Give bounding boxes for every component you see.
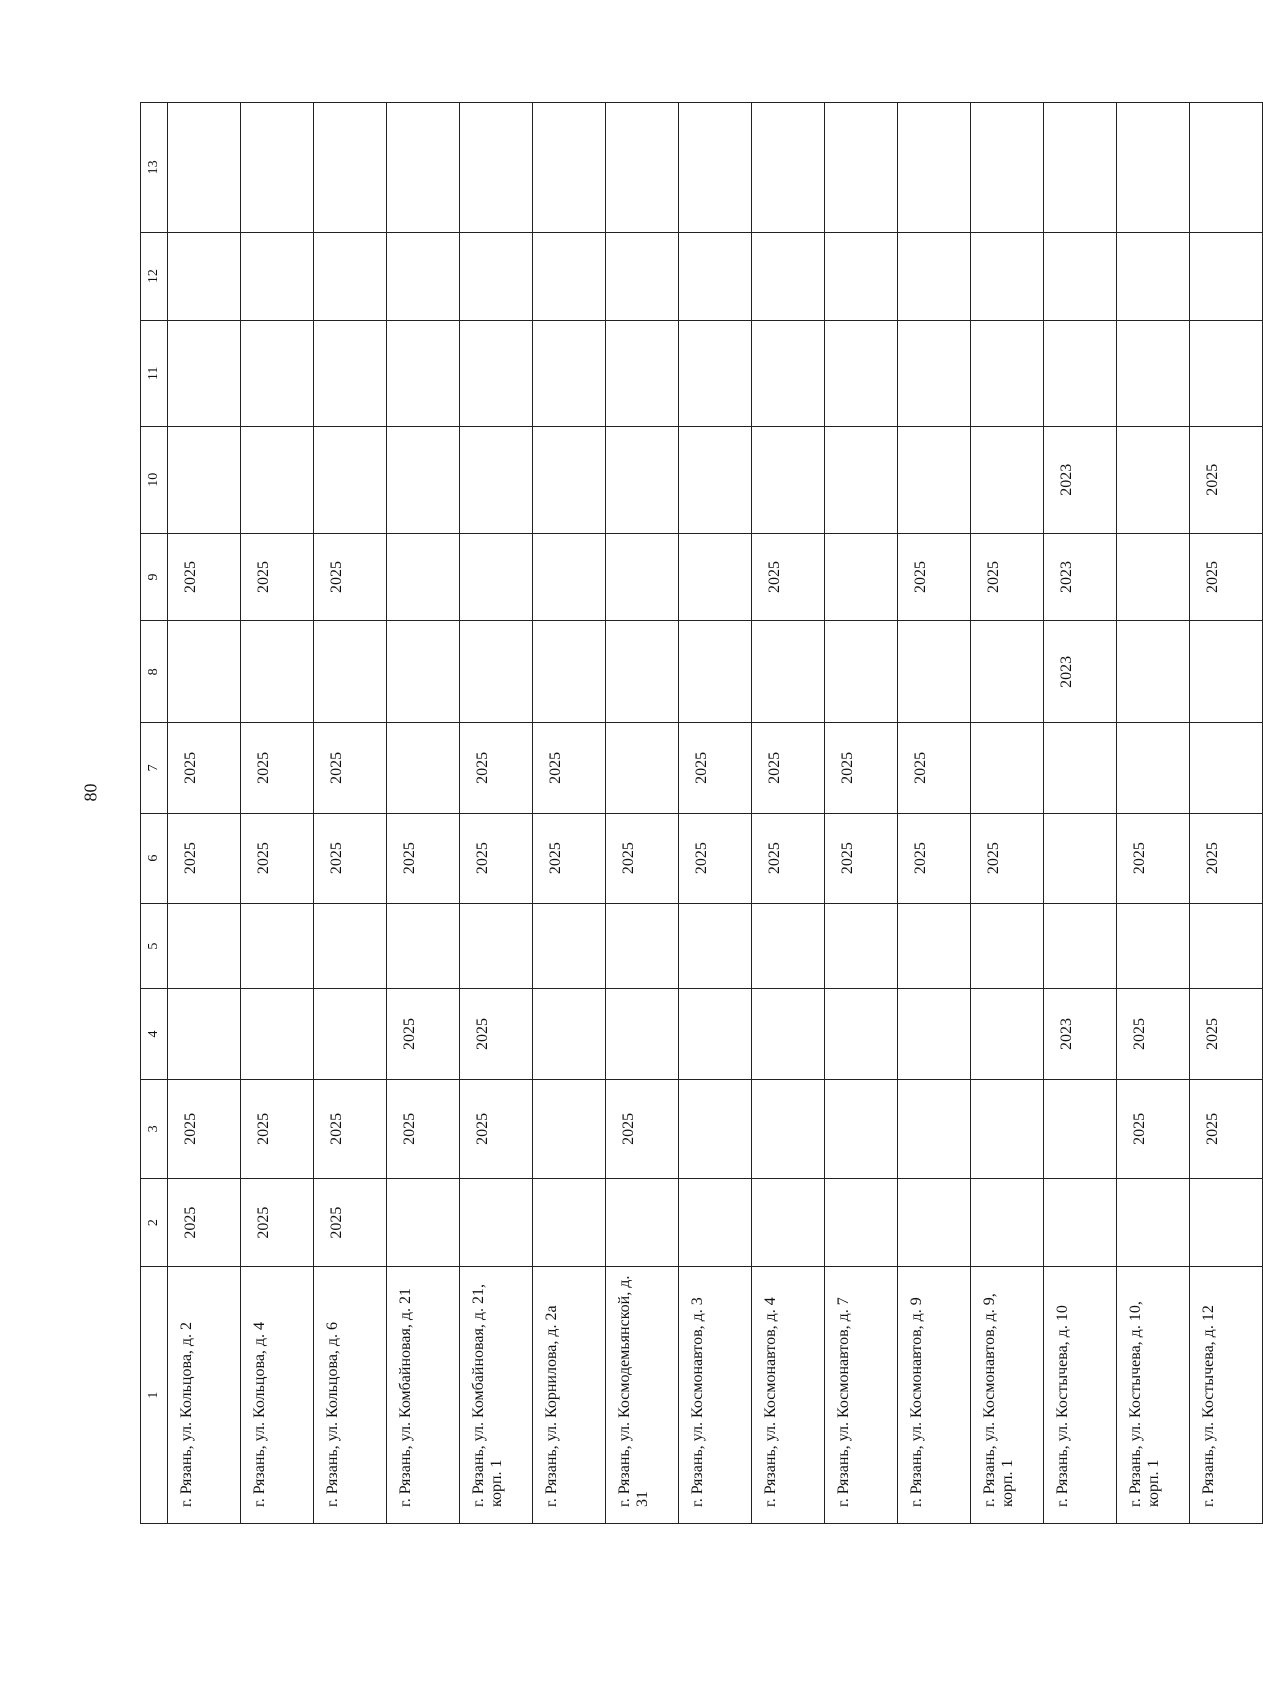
- year-cell-col-8: [241, 621, 314, 723]
- year-cell-col-5: [1044, 903, 1117, 989]
- table-row: [460, 103, 533, 1524]
- year-cell-col-11: [314, 320, 387, 426]
- year-cell-col-5: [898, 903, 971, 989]
- year-cell-col-7: 2025: [168, 723, 241, 813]
- table-row: [1117, 103, 1190, 1524]
- year-cell-col-5: [971, 903, 1044, 989]
- year-cell-col-5: [606, 903, 679, 989]
- table-row: [533, 103, 606, 1524]
- year-cell-col-13: [1190, 103, 1263, 233]
- year-cell-col-8: [752, 621, 825, 723]
- year-cell-col-12: [898, 232, 971, 320]
- year-cell-col-4: 2023: [1044, 989, 1117, 1079]
- year-cell-col-13: [1044, 103, 1117, 233]
- year-cell-col-3: 2025: [314, 1079, 387, 1179]
- year-cell-col-11: [1117, 320, 1190, 426]
- column-number-2: 2: [141, 1179, 168, 1267]
- year-cell-col-12: [1044, 232, 1117, 320]
- year-cell-col-13: [168, 103, 241, 233]
- year-cell-col-8: 2023: [1044, 621, 1117, 723]
- year-cell-col-11: [387, 320, 460, 426]
- column-number-row: [141, 103, 168, 1524]
- rotated-table-sheet: [140, 102, 1221, 1524]
- year-cell-col-12: [1117, 232, 1190, 320]
- year-cell-col-5: [752, 903, 825, 989]
- year-cell-col-8: [168, 621, 241, 723]
- year-cell-col-3: [533, 1079, 606, 1179]
- year-cell-col-3: [679, 1079, 752, 1179]
- year-cell-col-5: [1190, 903, 1263, 989]
- year-cell-col-13: [898, 103, 971, 233]
- table-row: [1190, 103, 1263, 1524]
- year-cell-col-9: 2025: [241, 533, 314, 621]
- year-cell-col-6: 2025: [460, 813, 533, 903]
- year-cell-col-5: [679, 903, 752, 989]
- address-cell: г. Рязань, ул. Костычева, д. 10: [1044, 1267, 1117, 1524]
- year-cell-col-7: [606, 723, 679, 813]
- year-cell-col-13: [1117, 103, 1190, 233]
- year-cell-col-9: 2023: [1044, 533, 1117, 621]
- address-cell: г. Рязань, ул. Костычева, д. 10, корп. 1: [1117, 1267, 1190, 1524]
- year-cell-col-10: [1117, 427, 1190, 533]
- year-cell-col-10: [533, 427, 606, 533]
- year-cell-col-7: 2025: [241, 723, 314, 813]
- year-cell-col-4: [533, 989, 606, 1079]
- year-cell-col-6: 2025: [898, 813, 971, 903]
- year-cell-col-4: [825, 989, 898, 1079]
- year-cell-col-4: 2025: [387, 989, 460, 1079]
- year-cell-col-12: [825, 232, 898, 320]
- address-cell: г. Рязань, ул. Кольцова, д. 4: [241, 1267, 314, 1524]
- year-cell-col-6: 2025: [679, 813, 752, 903]
- year-cell-col-13: [679, 103, 752, 233]
- year-cell-col-7: 2025: [314, 723, 387, 813]
- address-cell: г. Рязань, ул. Космодемьянской, д. 31: [606, 1267, 679, 1524]
- year-cell-col-4: [679, 989, 752, 1079]
- year-cell-col-2: [1044, 1179, 1117, 1267]
- year-cell-col-11: [898, 320, 971, 426]
- year-cell-col-4: 2025: [1190, 989, 1263, 1079]
- year-cell-col-4: [971, 989, 1044, 1079]
- year-cell-col-9: [606, 533, 679, 621]
- year-cell-col-10: [460, 427, 533, 533]
- table-row: [971, 103, 1044, 1524]
- year-cell-col-13: [241, 103, 314, 233]
- year-cell-col-6: [1044, 813, 1117, 903]
- year-cell-col-3: 2025: [606, 1079, 679, 1179]
- table-rotation-frame: [140, 102, 1221, 1524]
- year-cell-col-2: [825, 1179, 898, 1267]
- year-cell-col-6: 2025: [533, 813, 606, 903]
- year-cell-col-10: [898, 427, 971, 533]
- year-cell-col-6: 2025: [1190, 813, 1263, 903]
- table-row: [898, 103, 971, 1524]
- year-cell-col-7: 2025: [898, 723, 971, 813]
- year-cell-col-4: [752, 989, 825, 1079]
- year-cell-col-10: [752, 427, 825, 533]
- year-cell-col-2: [460, 1179, 533, 1267]
- year-cell-col-8: [606, 621, 679, 723]
- table-row: [314, 103, 387, 1524]
- year-cell-col-7: 2025: [460, 723, 533, 813]
- year-cell-col-8: [679, 621, 752, 723]
- year-cell-col-10: [679, 427, 752, 533]
- year-cell-col-3: 2025: [241, 1079, 314, 1179]
- year-cell-col-5: [460, 903, 533, 989]
- year-cell-col-12: [314, 232, 387, 320]
- year-cell-col-9: [679, 533, 752, 621]
- year-cell-col-12: [606, 232, 679, 320]
- year-cell-col-9: [1117, 533, 1190, 621]
- year-cell-col-4: 2025: [460, 989, 533, 1079]
- year-cell-col-6: 2025: [752, 813, 825, 903]
- year-cell-col-11: [241, 320, 314, 426]
- year-cell-col-2: [1190, 1179, 1263, 1267]
- column-number-8: 8: [141, 621, 168, 723]
- address-cell: г. Рязань, ул. Комбайновая, д. 21, корп. 1: [460, 1267, 533, 1524]
- column-number-3: 3: [141, 1079, 168, 1179]
- year-cell-col-3: [825, 1079, 898, 1179]
- year-cell-col-3: [1044, 1079, 1117, 1179]
- year-cell-col-9: 2025: [971, 533, 1044, 621]
- column-number-7: 7: [141, 723, 168, 813]
- year-cell-col-12: [241, 232, 314, 320]
- year-cell-col-9: [533, 533, 606, 621]
- year-cell-col-13: [314, 103, 387, 233]
- year-cell-col-12: [1190, 232, 1263, 320]
- year-cell-col-2: [752, 1179, 825, 1267]
- year-cell-col-10: [241, 427, 314, 533]
- year-cell-col-11: [168, 320, 241, 426]
- year-cell-col-10: [314, 427, 387, 533]
- year-cell-col-9: 2025: [1190, 533, 1263, 621]
- year-cell-col-6: 2025: [1117, 813, 1190, 903]
- year-cell-col-4: 2025: [1117, 989, 1190, 1079]
- year-cell-col-7: [387, 723, 460, 813]
- year-cell-col-9: 2025: [898, 533, 971, 621]
- column-number-1: 1: [141, 1267, 168, 1524]
- year-cell-col-6: 2025: [971, 813, 1044, 903]
- year-cell-col-2: [971, 1179, 1044, 1267]
- year-cell-col-13: [752, 103, 825, 233]
- year-cell-col-7: 2025: [679, 723, 752, 813]
- year-cell-col-10: [825, 427, 898, 533]
- year-cell-col-7: [1044, 723, 1117, 813]
- year-cell-col-8: [971, 621, 1044, 723]
- year-cell-col-2: 2025: [314, 1179, 387, 1267]
- year-cell-col-9: 2025: [752, 533, 825, 621]
- year-cell-col-2: 2025: [168, 1179, 241, 1267]
- year-cell-col-2: [387, 1179, 460, 1267]
- year-cell-col-13: [460, 103, 533, 233]
- year-cell-col-3: 2025: [387, 1079, 460, 1179]
- year-cell-col-9: 2025: [314, 533, 387, 621]
- year-cell-col-8: [898, 621, 971, 723]
- year-cell-col-8: [387, 621, 460, 723]
- year-cell-col-7: 2025: [825, 723, 898, 813]
- year-cell-col-5: [168, 903, 241, 989]
- column-number-10: 10: [141, 427, 168, 533]
- year-cell-col-12: [752, 232, 825, 320]
- year-cell-col-10: [606, 427, 679, 533]
- year-cell-col-8: [533, 621, 606, 723]
- year-cell-col-7: 2025: [752, 723, 825, 813]
- year-cell-col-11: [1190, 320, 1263, 426]
- year-cell-col-13: [971, 103, 1044, 233]
- table-row: [1044, 103, 1117, 1524]
- year-cell-col-9: [825, 533, 898, 621]
- year-cell-col-8: [1190, 621, 1263, 723]
- year-cell-col-2: [898, 1179, 971, 1267]
- year-cell-col-11: [460, 320, 533, 426]
- table-row: [679, 103, 752, 1524]
- address-cell: г. Рязань, ул. Корнилова, д. 2а: [533, 1267, 606, 1524]
- year-cell-col-12: [387, 232, 460, 320]
- table-body: [141, 103, 1263, 1524]
- year-cell-col-12: [679, 232, 752, 320]
- column-number-6: 6: [141, 813, 168, 903]
- address-cell: г. Рязань, ул. Кольцова, д. 6: [314, 1267, 387, 1524]
- year-cell-col-11: [606, 320, 679, 426]
- year-cell-col-11: [533, 320, 606, 426]
- year-cell-col-3: 2025: [1117, 1079, 1190, 1179]
- address-cell: г. Рязань, ул. Космонавтов, д. 7: [825, 1267, 898, 1524]
- page-number: 80: [80, 783, 101, 802]
- year-cell-col-10: [168, 427, 241, 533]
- year-cell-col-8: [825, 621, 898, 723]
- year-cell-col-11: [752, 320, 825, 426]
- year-cell-col-8: [460, 621, 533, 723]
- address-cell: г. Рязань, ул. Костычева, д. 12: [1190, 1267, 1263, 1524]
- year-cell-col-6: 2025: [825, 813, 898, 903]
- year-cell-col-4: [168, 989, 241, 1079]
- year-cell-col-10: 2023: [1044, 427, 1117, 533]
- year-cell-col-2: 2025: [241, 1179, 314, 1267]
- year-cell-col-2: [679, 1179, 752, 1267]
- year-cell-col-10: [971, 427, 1044, 533]
- year-cell-col-5: [314, 903, 387, 989]
- year-cell-col-3: 2025: [1190, 1079, 1263, 1179]
- column-number-9: 9: [141, 533, 168, 621]
- year-cell-col-6: 2025: [314, 813, 387, 903]
- year-cell-col-10: 2025: [1190, 427, 1263, 533]
- column-number-5: 5: [141, 903, 168, 989]
- year-cell-col-4: [241, 989, 314, 1079]
- year-cell-col-11: [825, 320, 898, 426]
- address-cell: г. Рязань, ул. Комбайновая, д. 21: [387, 1267, 460, 1524]
- year-cell-col-13: [533, 103, 606, 233]
- year-cell-col-13: [606, 103, 679, 233]
- year-cell-col-4: [606, 989, 679, 1079]
- year-cell-col-6: 2025: [387, 813, 460, 903]
- repair-schedule-table: [140, 102, 1263, 1524]
- year-cell-col-11: [971, 320, 1044, 426]
- year-cell-col-7: [1117, 723, 1190, 813]
- year-cell-col-13: [387, 103, 460, 233]
- year-cell-col-9: [460, 533, 533, 621]
- table-row: [825, 103, 898, 1524]
- year-cell-col-2: [1117, 1179, 1190, 1267]
- year-cell-col-3: 2025: [460, 1079, 533, 1179]
- column-number-11: 11: [141, 320, 168, 426]
- year-cell-col-3: [898, 1079, 971, 1179]
- year-cell-col-2: [606, 1179, 679, 1267]
- year-cell-col-7: 2025: [533, 723, 606, 813]
- column-number-4: 4: [141, 989, 168, 1079]
- address-cell: г. Рязань, ул. Космонавтов, д. 3: [679, 1267, 752, 1524]
- year-cell-col-9: 2025: [168, 533, 241, 621]
- year-cell-col-12: [533, 232, 606, 320]
- year-cell-col-8: [1117, 621, 1190, 723]
- table-row: [387, 103, 460, 1524]
- table-row: [168, 103, 241, 1524]
- year-cell-col-4: [898, 989, 971, 1079]
- year-cell-col-5: [825, 903, 898, 989]
- column-number-12: 12: [141, 232, 168, 320]
- year-cell-col-7: [1190, 723, 1263, 813]
- table-row: [241, 103, 314, 1524]
- year-cell-col-6: 2025: [241, 813, 314, 903]
- address-cell: г. Рязань, ул. Космонавтов, д. 4: [752, 1267, 825, 1524]
- year-cell-col-12: [971, 232, 1044, 320]
- year-cell-col-3: [971, 1079, 1044, 1179]
- year-cell-col-12: [460, 232, 533, 320]
- address-cell: г. Рязань, ул. Космонавтов, д. 9: [898, 1267, 971, 1524]
- table-row: [606, 103, 679, 1524]
- year-cell-col-11: [679, 320, 752, 426]
- year-cell-col-6: 2025: [606, 813, 679, 903]
- year-cell-col-11: [1044, 320, 1117, 426]
- column-number-13: 13: [141, 103, 168, 233]
- year-cell-col-5: [533, 903, 606, 989]
- year-cell-col-13: [825, 103, 898, 233]
- year-cell-col-2: [533, 1179, 606, 1267]
- year-cell-col-4: [314, 989, 387, 1079]
- address-cell: г. Рязань, ул. Космонавтов, д. 9, корп. 1: [971, 1267, 1044, 1524]
- year-cell-col-5: [1117, 903, 1190, 989]
- year-cell-col-12: [168, 232, 241, 320]
- year-cell-col-8: [314, 621, 387, 723]
- address-cell: г. Рязань, ул. Кольцова, д. 2: [168, 1267, 241, 1524]
- year-cell-col-5: [387, 903, 460, 989]
- year-cell-col-10: [387, 427, 460, 533]
- year-cell-col-3: 2025: [168, 1079, 241, 1179]
- year-cell-col-6: 2025: [168, 813, 241, 903]
- year-cell-col-3: [752, 1079, 825, 1179]
- year-cell-col-7: [971, 723, 1044, 813]
- year-cell-col-5: [241, 903, 314, 989]
- table-row: [752, 103, 825, 1524]
- year-cell-col-9: [387, 533, 460, 621]
